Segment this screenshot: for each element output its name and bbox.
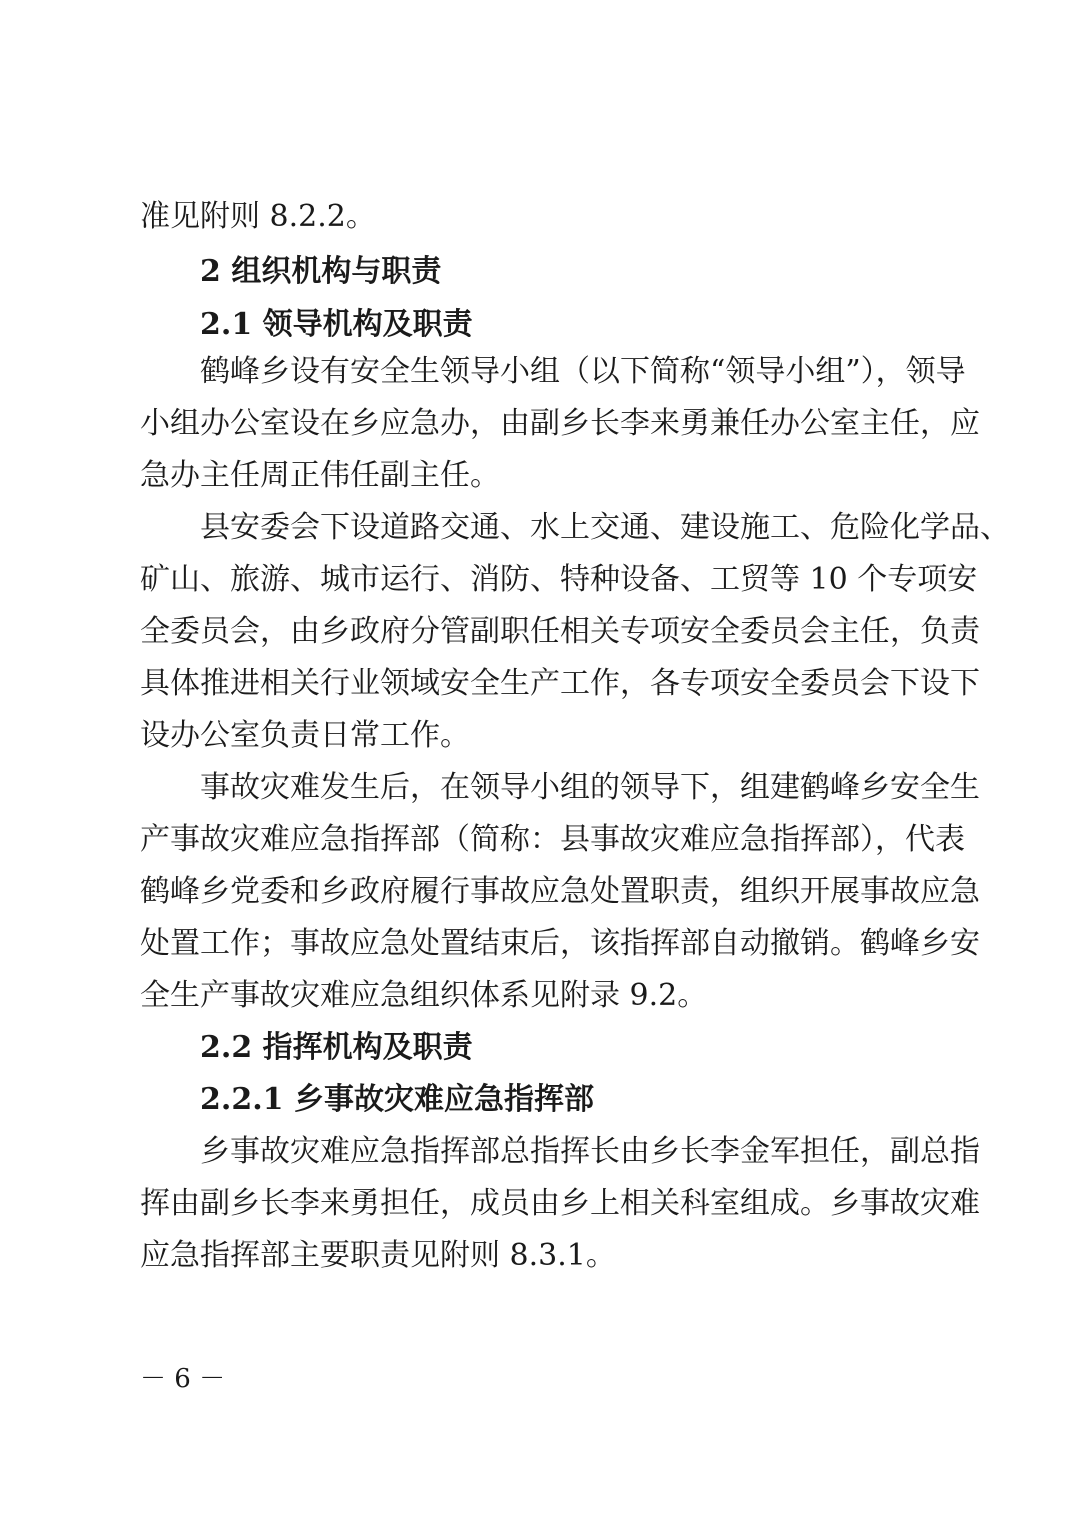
text-line: 鹤峰乡党委和乡政府履行事故应急处置职责，组织开展事故应急 [140, 874, 980, 909]
subsubsection-heading: 2.2.1 乡事故灾难应急指挥部 [200, 1082, 594, 1117]
text-line: 鹤峰乡设有安全生领导小组（以下简称“领导小组”），领导 [200, 354, 966, 389]
text-line: 具体推进相关行业领域安全生产工作，各专项安全委员会下设下 [140, 666, 980, 701]
text-line: 挥由副乡长李来勇担任，成员由乡上相关科室组成。乡事故灾难 [140, 1186, 980, 1221]
section-heading: 2 组织机构与职责 [200, 254, 442, 289]
text-line: 应急指挥部主要职责见附则 8.3.1。 [140, 1238, 616, 1273]
text-line: 乡事故灾难应急指挥部总指挥长由乡长李金军担任，副总指 [200, 1134, 980, 1169]
text-line: 处置工作；事故应急处置结束后，该指挥部自动撤销。鹤峰乡安 [140, 926, 980, 961]
text-line: 小组办公室设在乡应急办，由副乡长李来勇兼任办公室主任，应 [140, 406, 980, 441]
subsection-heading: 2.2 指挥机构及职责 [200, 1030, 473, 1065]
page-number: － 6 － [140, 1364, 226, 1394]
text-line: 设办公室负责日常工作。 [140, 718, 470, 753]
text-line: 准见附则 8.2.2。 [140, 199, 376, 234]
subsection-heading: 2.1 领导机构及职责 [200, 307, 473, 342]
text-line: 县安委会下设道路交通、水上交通、建设施工、危险化学品、 [200, 510, 1010, 545]
text-line: 矿山、旅游、城市运行、消防、特种设备、工贸等 10 个专项安 [140, 562, 978, 597]
text-line: 事故灾难发生后，在领导小组的领导下，组建鹤峰乡安全生 [200, 770, 980, 805]
text-line: 产事故灾难应急指挥部（简称：县事故灾难应急指挥部），代表 [140, 822, 965, 857]
text-line: 全委员会，由乡政府分管副职任相关专项安全委员会主任，负责 [140, 614, 980, 649]
text-line: 全生产事故灾难应急组织体系见附录 9.2。 [140, 978, 708, 1013]
text-line: 急办主任周正伟任副主任。 [140, 458, 500, 493]
